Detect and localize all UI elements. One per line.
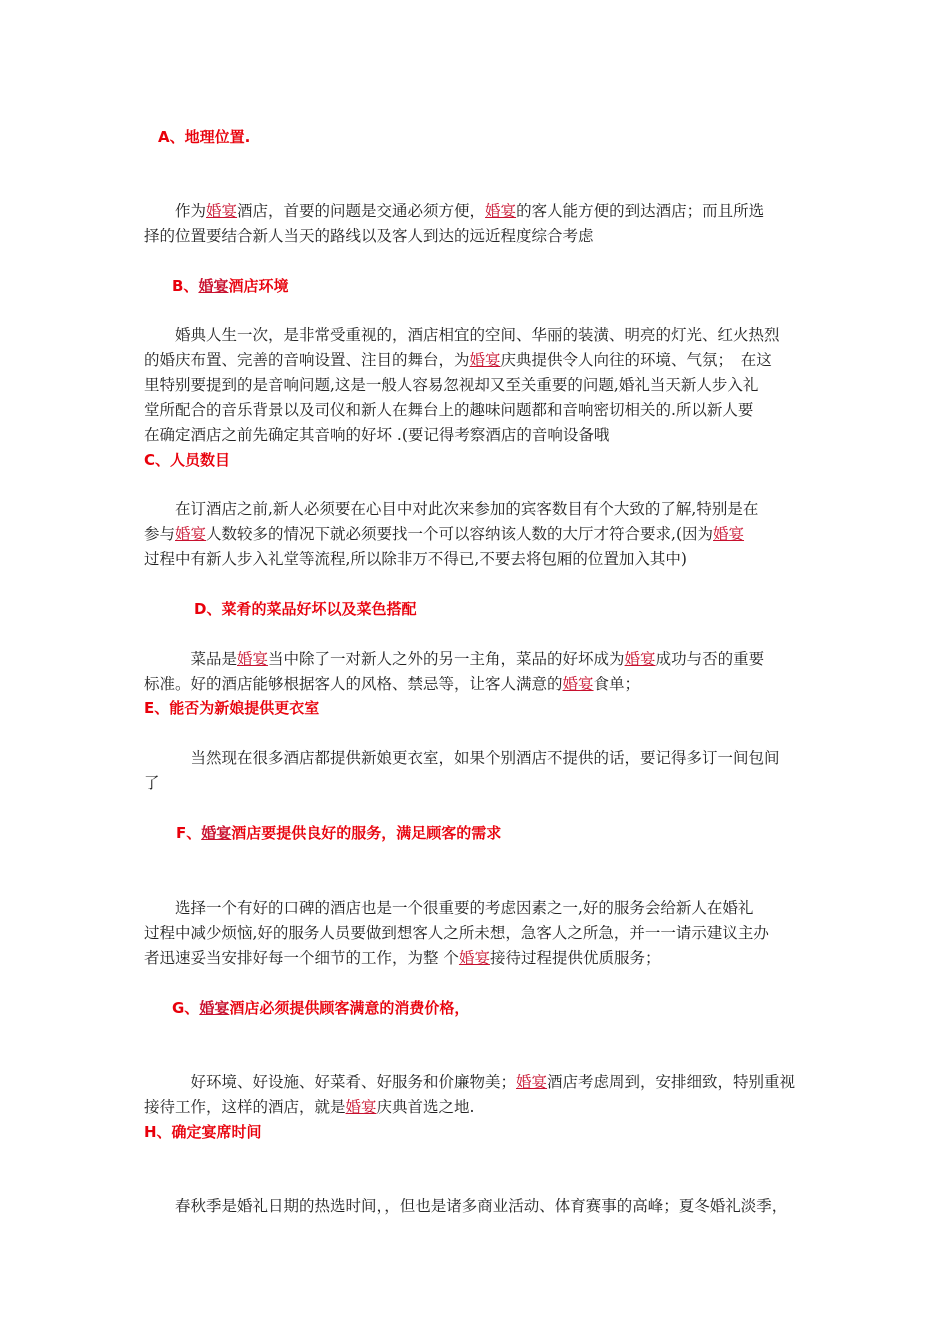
text-run: B、 [172,277,199,295]
text-run: 过程中有新人步入礼堂等流程,所以除非万不得已,不要去将包厢的位置加入其中) [144,550,687,568]
text-run: 人数较多的情况下就必须要找一个可以容纳该人数的大厅才符合要求,(因为 [206,525,714,543]
paragraph-a [144,199,812,249]
text-run: E、能否为新娘提供更衣室 [144,699,320,717]
paragraph-line [144,348,812,373]
paragraph-line [144,423,812,448]
text-run: 酒店考虑周到，安排细致，特别重视 [547,1073,796,1091]
text-run: 庆典首选之地. [376,1098,475,1116]
text-run: C、人员数目 [144,451,231,469]
heading-b [172,276,288,296]
text-run: 当然现在很多酒店都提供新娘更衣室，如果个别酒店不提供的话，要记得多订一间包间 [144,749,780,767]
text-run: 酒店，首要的问题是交通必须方便， [237,202,486,220]
heading-f [176,823,501,843]
paragraph-line [144,547,812,572]
keyword-link[interactable]: 婚宴 [469,351,501,369]
keyword-link[interactable]: 婚宴 [199,999,230,1017]
heading-d [194,599,416,619]
text-run: 参与 [144,525,176,543]
text-run: 过程中减少烦恼,好的服务人员要做到想客人之所未想，急客人之所急，并一一请示建议主办 [144,924,769,942]
paragraph-line [144,323,812,348]
paragraph-line [144,647,812,672]
paragraph-line [144,746,812,771]
keyword-link[interactable]: 婚宴 [562,675,594,693]
text-run: G、 [172,999,200,1017]
text-run: 作为 [144,202,207,220]
text-run: 选择一个有好的口碑的酒店也是一个很重要的考虑因素之一,好的服务会给新人在婚礼 [144,899,754,917]
keyword-link[interactable]: 婚宴 [237,650,269,668]
text-run: A、地理位置. [158,128,251,146]
text-run: 春秋季是婚礼日期的热选时间，，但也是诸多商业活动、体育赛事的高峰；夏冬婚礼淡季， [144,1197,788,1215]
keyword-link[interactable]: 婚宴 [458,949,490,967]
paragraph-line [144,224,812,249]
paragraph-line [144,771,812,796]
keyword-link[interactable]: 婚宴 [201,824,232,842]
text-run: 当中除了一对新人之外的另一主角，菜品的好坏成为 [268,650,625,668]
paragraph-line [144,497,812,522]
paragraph-line [144,946,812,971]
heading-g [172,998,469,1018]
text-run: 在订酒店之前,新人必须要在心目中对此次来参加的宾客数目有个大致的了解,特别是在 [144,500,759,518]
text-run: 酒店要提供良好的服务，满足顾客的需求 [231,824,502,842]
text-run: 了 [144,774,160,792]
text-run: 接待工作，这样的酒店，就是 [144,1098,346,1116]
paragraph-line [144,199,812,224]
text-run: F、 [176,824,202,842]
keyword-link[interactable]: 婚宴 [175,525,207,543]
paragraph-g [144,1070,812,1120]
text-run: 庆典提供令人向往的环境、气氛； 在这 [500,351,772,369]
text-run: 者迅速妥当安排好每一个细节的工作，为整 个 [144,949,459,967]
paragraph-line [144,398,812,423]
paragraph-line [144,921,812,946]
paragraph-line [144,1095,812,1120]
text-run: 择的位置要结合新人当天的路线以及客人到达的远近程度综合考虑 [144,227,594,245]
keyword-link[interactable]: 婚宴 [206,202,238,220]
heading-c [144,450,230,470]
heading-e [144,698,319,718]
text-run: 成功与否的重要 [655,650,765,668]
text-run: 好环境、好设施、好菜肴、好服务和价廉物美； [144,1073,517,1091]
text-run: D、菜肴的菜品好坏以及菜色搭配 [194,600,417,618]
paragraph-d [144,647,812,697]
text-run: 标准。好的酒店能够根据客人的风格、禁忌等，让客人满意的 [144,675,563,693]
text-run: 堂所配合的音乐背景以及司仪和新人在舞台上的趣味问题都和音响密切相关的.所以新人要 [144,401,754,419]
paragraph-line [144,1070,812,1095]
keyword-link[interactable]: 婚宴 [516,1073,548,1091]
text-run: 婚典人生一次，是非常受重视的，酒店相宜的空间、华丽的装潢、明亮的灯光、红火热烈 [144,326,780,344]
paragraph-line [144,672,812,697]
text-run: 菜品是 [144,650,238,668]
text-run: 里特别要提到的是音响问题,这是一般人容易忽视却又至关重要的问题,婚礼当天新人步入礼 [144,376,759,394]
text-run: 的客人能方便的到达酒店；而且所选 [516,202,765,220]
paragraph-line [144,896,812,921]
paragraph-line [144,522,812,547]
paragraph-line [144,1194,812,1219]
paragraph-b [144,323,812,448]
paragraph-e [144,746,812,796]
heading-h [144,1122,262,1142]
paragraph-h [144,1194,812,1219]
paragraph-line [144,373,812,398]
text-run: 酒店必须提供顾客满意的消费价格， [229,999,470,1017]
keyword-link[interactable]: 婚宴 [624,650,656,668]
keyword-link[interactable]: 婚宴 [345,1098,377,1116]
text-run: 的婚庆布置、完善的音响设置、注目的舞台，为 [144,351,470,369]
text-run: 酒店环境 [228,277,289,295]
text-run: H、确定宴席时间 [144,1123,262,1141]
keyword-link[interactable]: 婚宴 [485,202,517,220]
heading-a [158,127,250,147]
keyword-link[interactable]: 婚宴 [713,525,745,543]
text-run: 接待过程提供优质服务； [489,949,661,967]
keyword-link[interactable]: 婚宴 [198,277,229,295]
paragraph-c [144,497,812,572]
paragraph-f [144,896,812,971]
text-run: 食单； [593,675,641,693]
text-run: 在确定酒店之前先确定其音响的好坏 .(要记得考察酒店的音响设备哦 [144,426,610,444]
